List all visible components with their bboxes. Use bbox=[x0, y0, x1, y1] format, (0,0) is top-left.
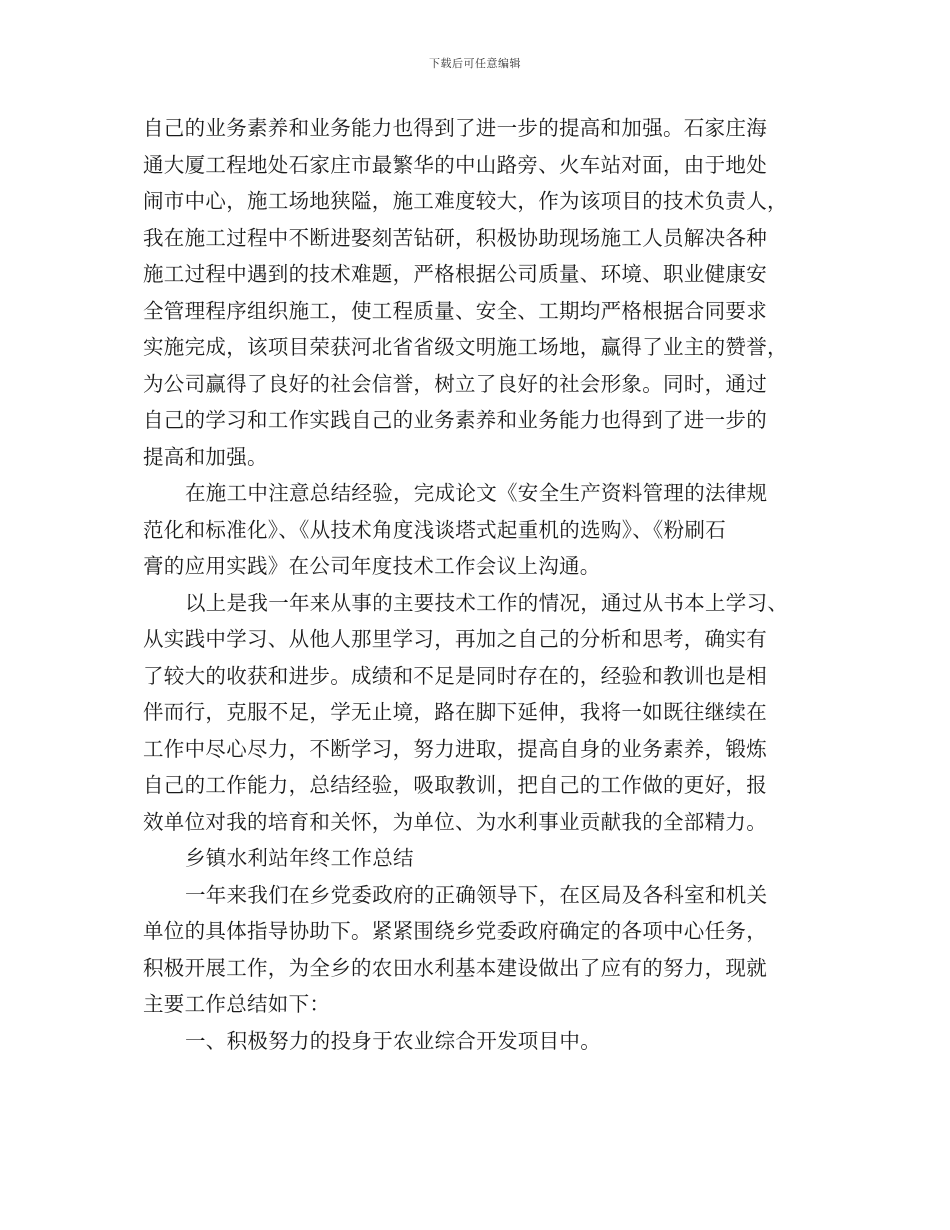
text-line: 以上是我一年来从事的主要技术工作的情况，通过从书本上学习、 bbox=[185, 590, 789, 615]
paragraph bbox=[143, 585, 813, 841]
text-line: 膏的应用实践》在公司年度技术工作会议上沟通。 bbox=[143, 554, 601, 578]
page-header: 下载后可任意编辑 bbox=[429, 57, 521, 70]
text-line: 闹市中心，施工场地狭隘，施工难度较大，作为该项目的技术负责人， bbox=[143, 189, 788, 213]
text-line: 自己的学习和工作实践自己的业务素养和业务能力也得到了进一步的 bbox=[143, 408, 767, 432]
text-line: 从实践中学习、从他人那里学习，再加之自己的分析和思考，确实有 bbox=[143, 627, 767, 651]
paragraph bbox=[143, 475, 813, 585]
text-line: 全管理程序组织施工，使工程质量、安全、工期均严格根据合同要求 bbox=[143, 298, 767, 323]
text-line: 了较大的收获和进步。成绩和不足是同时存在的，经验和教训也是相 bbox=[143, 663, 767, 688]
text-line: 范化和标准化》、《从技术角度浅谈塔式起重机的选购》、《粉刷石 bbox=[143, 517, 726, 542]
text-line: 通大厦工程地处石家庄市最繁华的中山路旁、火车站对面，由于地处 bbox=[143, 152, 767, 177]
document-body bbox=[143, 110, 813, 1059]
paragraph bbox=[143, 1023, 813, 1060]
text-line: 工作中尽心尽力，不断学习，努力进取，提高自身的业务素养，锻炼 bbox=[143, 736, 767, 761]
text-line: 提高和加强。 bbox=[143, 444, 268, 469]
text-line: 单位的具体指导协助下。紧紧围绕乡党委政府确定的各项中心任务， bbox=[143, 919, 767, 943]
text-line: 为公司赢得了良好的社会信誉，树立了良好的社会形象。同时，通过 bbox=[143, 371, 767, 396]
text-line: 积极开展工作，为全乡的农田水利基本建设做出了应有的努力，现就 bbox=[143, 955, 767, 980]
text-line: 在施工中注意总结经验，完成论文《安全生产资料管理的法律规 bbox=[185, 481, 768, 505]
text-line: 施工过程中遇到的技术难题，严格根据公司质量、环境、职业健康安 bbox=[143, 262, 767, 286]
text-line: 一、积极努力的投身于农业综合开发项目中。 bbox=[185, 1028, 601, 1053]
text-line: 主要工作总结如下： bbox=[143, 992, 331, 1016]
paragraph bbox=[143, 110, 813, 475]
text-line: 实施完成，该项目荣获河北省省级文明施工场地，赢得了业主的赞誉， bbox=[143, 335, 788, 359]
text-line: 我在施工过程中不断进娶刻苦钻研，积极协助现场施工人员解决各种 bbox=[143, 225, 767, 250]
text-line: 自己的工作能力，总结经验，吸取教训，把自己的工作做的更好，报 bbox=[143, 773, 767, 797]
paragraph bbox=[143, 840, 813, 877]
text-line: 效单位对我的培育和关怀，为单位、为水利事业贡献我的全部精力。 bbox=[143, 809, 767, 834]
text-line: 乡镇水利站年终工作总结 bbox=[185, 846, 414, 870]
text-line: 一年来我们在乡党委政府的正确领导下，在区局及各科室和机关 bbox=[185, 882, 768, 907]
text-line: 伴而行，克服不足，学无止境，路在脚下延伸，我将一如既往继续在 bbox=[143, 700, 767, 724]
paragraph bbox=[143, 877, 813, 1023]
text-line: 自己的业务素养和业务能力也得到了进一步的提高和加强。石家庄海 bbox=[143, 116, 767, 140]
